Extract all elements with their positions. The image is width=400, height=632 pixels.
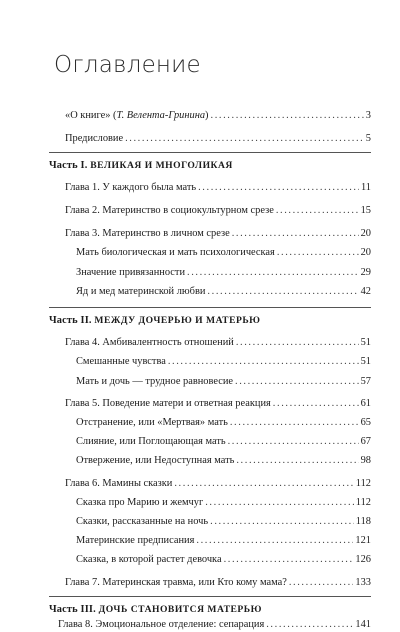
toc-subsection[interactable] xyxy=(76,285,371,299)
toc-chapter[interactable] xyxy=(65,204,371,218)
toc-chapter[interactable] xyxy=(65,477,371,491)
dot-leader xyxy=(196,534,353,548)
page-number: 141 xyxy=(355,619,371,630)
toc-entry-label: Глава 1. У каждого была мать xyxy=(65,182,197,193)
page-number: 3 xyxy=(365,110,371,121)
toc-subsection[interactable] xyxy=(76,515,371,529)
toc-chapter[interactable] xyxy=(58,618,371,632)
page-number: 112 xyxy=(355,497,371,508)
toc-entry-label xyxy=(65,109,209,123)
page-number: 15 xyxy=(360,205,371,216)
toc-entry-label: Слияние, или Поглощающая мать xyxy=(76,436,226,447)
page-number: 112 xyxy=(355,478,371,489)
toc-chapter[interactable] xyxy=(65,336,371,350)
toc-entry-label: Сказка, в которой растет девочка xyxy=(76,554,222,565)
page-number: 121 xyxy=(355,535,371,546)
toc-entry-label: Глава 6. Мамины сказки xyxy=(65,478,173,489)
dot-leader xyxy=(228,435,359,449)
toc-subsection[interactable] xyxy=(76,246,371,260)
part-number: Часть III. xyxy=(49,604,96,615)
toc-chapter[interactable] xyxy=(65,227,371,241)
page-number: 5 xyxy=(365,133,371,144)
toc-entry-label: Глава 8. Эмоциональное отделение: сепарация xyxy=(58,619,265,630)
dot-leader xyxy=(276,204,359,218)
toc-entry-label: Глава 2. Материнство в социокультурном срезе xyxy=(65,205,274,216)
toc-entry-label: Мать биологическая и мать психологическая xyxy=(76,247,275,258)
toc-entry-label: Глава 3. Материнство в личном срезе xyxy=(65,228,230,239)
page-number: 98 xyxy=(360,455,371,466)
dot-leader xyxy=(232,227,359,241)
toc-subsection[interactable] xyxy=(76,266,371,280)
dot-leader xyxy=(289,576,354,590)
toc-part-heading[interactable] xyxy=(49,314,371,328)
toc-entry-label: Сказка про Марию и жемчуг xyxy=(76,497,204,508)
toc-entry-label: Материнские предписания xyxy=(76,535,195,546)
toc-subsection[interactable] xyxy=(76,496,371,510)
label-suffix: ) xyxy=(205,110,209,121)
toc-part-heading[interactable] xyxy=(49,159,371,173)
toc-entry-label: Мать и дочь — трудное равновесие xyxy=(76,376,233,387)
page-number: 133 xyxy=(355,577,371,588)
toc-entry-label: Предисловие xyxy=(65,133,124,144)
part-label xyxy=(49,159,233,173)
dot-leader xyxy=(125,132,364,146)
toc-subsection[interactable] xyxy=(76,553,371,567)
part-name: МЕЖДУ ДОЧЕРЬЮ И МАТЕРЬЮ xyxy=(94,315,261,326)
page-number: 65 xyxy=(360,417,371,428)
page-number: 42 xyxy=(360,286,371,297)
label-prefix: «О книге» ( xyxy=(65,110,117,121)
part-number: Часть I. xyxy=(49,160,88,171)
section-divider xyxy=(49,596,371,597)
dot-leader xyxy=(210,515,354,529)
page-number: 126 xyxy=(355,554,371,565)
part-name: ДОЧЬ СТАНОВИТСЯ МАТЕРЬЮ xyxy=(98,604,262,615)
page-number: 67 xyxy=(360,436,371,447)
dot-leader xyxy=(174,477,353,491)
page-number: 51 xyxy=(360,337,371,348)
page-number: 57 xyxy=(360,376,371,387)
part-number: Часть II. xyxy=(49,315,92,326)
section-divider xyxy=(49,152,371,153)
part-name: ВЕЛИКАЯ И МНОГОЛИКАЯ xyxy=(90,160,233,171)
dot-leader xyxy=(236,454,358,468)
toc-entry-label: Глава 7. Материнская травма, или Кто кому мама? xyxy=(65,577,287,588)
toc-entry-preface[interactable] xyxy=(65,132,371,146)
dot-leader xyxy=(273,397,359,411)
toc-entry-label: Смешанные чувства xyxy=(76,356,166,367)
toc-subsection[interactable] xyxy=(76,454,371,468)
toc-entry-label: Отстранение, или «Мертвая» мать xyxy=(76,417,228,428)
toc-subsection[interactable] xyxy=(76,534,371,548)
toc-entry-label: Сказки, рассказанные на ночь xyxy=(76,516,209,527)
toc-part-heading[interactable] xyxy=(49,603,371,617)
dot-leader xyxy=(235,375,359,389)
part-label xyxy=(49,603,262,617)
page-title: Оглавление xyxy=(54,52,201,78)
page-number: 118 xyxy=(355,516,371,527)
page-number: 51 xyxy=(360,356,371,367)
toc-entry-label: Глава 5. Поведение матери и ответная реакция xyxy=(65,398,271,409)
section-divider xyxy=(49,307,371,308)
author-name: Т. Велента-Гринина xyxy=(116,110,206,121)
dot-leader xyxy=(168,355,359,369)
toc-chapter[interactable] xyxy=(65,181,371,195)
page-number: 20 xyxy=(360,228,371,239)
dot-leader xyxy=(205,496,354,510)
toc-entry-label: Глава 4. Амбивалентность отношений xyxy=(65,337,234,348)
dot-leader xyxy=(236,336,359,350)
toc-chapter[interactable] xyxy=(65,576,371,590)
page-number: 61 xyxy=(360,398,371,409)
page-number: 20 xyxy=(360,247,371,258)
toc-chapter[interactable] xyxy=(65,397,371,411)
dot-leader xyxy=(277,246,359,260)
toc-subsection[interactable] xyxy=(76,435,371,449)
toc-subsection[interactable] xyxy=(76,375,371,389)
dot-leader xyxy=(230,416,359,430)
dot-leader xyxy=(224,553,354,567)
page-number: 11 xyxy=(360,182,371,193)
dot-leader xyxy=(207,285,358,299)
dot-leader xyxy=(187,266,359,280)
toc-subsection[interactable] xyxy=(76,355,371,369)
dot-leader xyxy=(211,109,364,123)
page-number: 29 xyxy=(360,267,371,278)
dot-leader xyxy=(266,618,353,632)
toc-entry-label: Яд и мед материнской любви xyxy=(76,286,206,297)
toc-entry-label: Значение привязанности xyxy=(76,267,185,278)
dot-leader xyxy=(198,181,359,195)
toc-entry-about-book[interactable] xyxy=(65,109,371,123)
part-label xyxy=(49,314,261,328)
toc-subsection[interactable] xyxy=(76,416,371,430)
toc-entry-label: Отвержение, или Недоступная мать xyxy=(76,455,235,466)
